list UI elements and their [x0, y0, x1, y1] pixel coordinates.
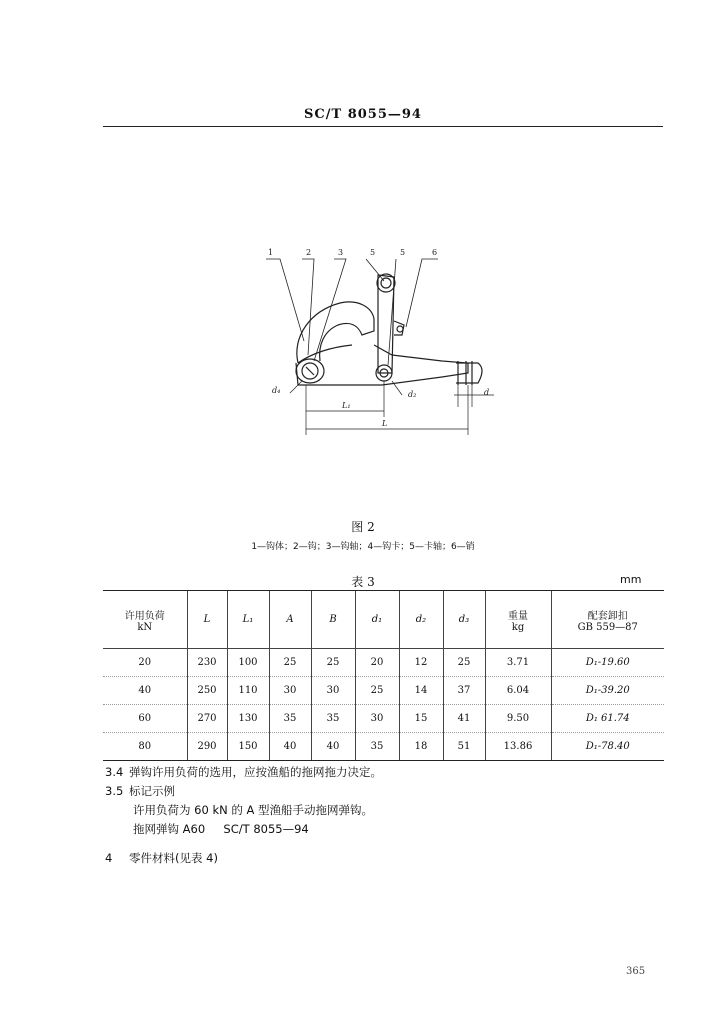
link-arm: [376, 274, 404, 381]
table-cell: 25: [355, 677, 399, 705]
table-cell: D₁ 61.74: [551, 705, 664, 733]
col-header-load: 许用负荷 kN: [103, 591, 187, 649]
col-header-weight: 重量 kg: [485, 591, 551, 649]
section-number: 3.5: [105, 784, 124, 798]
table-cell: 100: [227, 649, 269, 677]
col-header-d1: d₁: [355, 591, 399, 649]
table-cell: 110: [227, 677, 269, 705]
table-cell: 250: [187, 677, 227, 705]
dim-label-L: L: [382, 419, 388, 428]
table-cell: 30: [355, 705, 399, 733]
table-cell: 37: [443, 677, 485, 705]
figure-title: 图 2: [351, 520, 375, 534]
table-cell: 35: [311, 705, 355, 733]
section-text: 弹钩许用负荷的选用，应按渔船的拖网拖力决定。: [129, 765, 382, 779]
marking-example-line-2: 拖网弹钩 A60 SC/T 8055—94: [133, 822, 309, 836]
section-text: 零件材料(见表 4): [129, 851, 218, 865]
section-3-4: [105, 764, 382, 780]
col-header-L: L: [187, 591, 227, 649]
table-cell: D₁-39.20: [551, 677, 664, 705]
table-cell: 25: [311, 649, 355, 677]
table-cell: 30: [311, 677, 355, 705]
section-4: [105, 850, 218, 866]
callout-1: 1: [268, 248, 274, 257]
callout-3: 3: [338, 248, 344, 257]
col-header-A: A: [269, 591, 311, 649]
table-cell: 270: [187, 705, 227, 733]
table-cell: 41: [443, 705, 485, 733]
section-number: 4: [105, 851, 113, 865]
col-header-L1: L₁: [227, 591, 269, 649]
table-cell: 35: [355, 733, 399, 761]
dim-label-d: d: [484, 388, 490, 397]
col-header-d3: d₃: [443, 591, 485, 649]
dim-label-d2: d₂: [408, 390, 417, 399]
table-title: 表 3: [351, 575, 375, 589]
table-cell: 18: [399, 733, 443, 761]
table-cell: 12: [399, 649, 443, 677]
dimension-lines: [290, 381, 494, 435]
hook-drawing: [262, 245, 502, 445]
section-3-5: [105, 783, 175, 799]
table-unit: mm: [620, 573, 642, 586]
section-number: 3.4: [105, 765, 124, 779]
table-cell: 51: [443, 733, 485, 761]
table-cell: 40: [269, 733, 311, 761]
table-cell: 150: [227, 733, 269, 761]
section-text: 标记示例: [129, 784, 175, 798]
table-cell: 6.04: [485, 677, 551, 705]
table-row: [103, 677, 664, 705]
table-cell: 13.86: [485, 733, 551, 761]
spec-table: [103, 590, 664, 761]
table-cell: 40: [311, 733, 355, 761]
table-cell: 290: [187, 733, 227, 761]
table-cell: 230: [187, 649, 227, 677]
header-standard-code: SC/T 8055—94: [304, 107, 422, 122]
figure-legend: 1—钩体；2—钩；3—钩轴；4—钩卡；5—卡轴；6—销: [251, 542, 475, 552]
dim-label-L1: L₁: [342, 401, 351, 410]
col-header-B: B: [311, 591, 355, 649]
callout-5: 5: [400, 248, 406, 257]
table-cell: 80: [103, 733, 187, 761]
table-row: [103, 649, 664, 677]
table-cell: 25: [269, 649, 311, 677]
table-cell: 20: [355, 649, 399, 677]
leader-lines: [266, 259, 438, 365]
table-cell: 25: [443, 649, 485, 677]
header-rule: [103, 126, 663, 127]
callout-6: 6: [432, 248, 438, 257]
table-cell: 30: [269, 677, 311, 705]
table-cell: 60: [103, 705, 187, 733]
table-row: [103, 705, 664, 733]
marking-example-line-1: 许用负荷为 60 kN 的 A 型渔船手动拖网弹钩。: [133, 803, 374, 817]
callout-2: 2: [306, 248, 312, 257]
col-header-d2: d₂: [399, 591, 443, 649]
table-cell: 3.71: [485, 649, 551, 677]
page-number: 365: [626, 966, 646, 977]
dim-label-d4: d₄: [272, 386, 281, 395]
table-row: [103, 733, 664, 761]
callout-4: 5: [370, 248, 376, 257]
table-cell: 130: [227, 705, 269, 733]
table-header-row: [103, 591, 664, 649]
table-cell: D₁-78.40: [551, 733, 664, 761]
table-cell: D₁-19.60: [551, 649, 664, 677]
table-cell: 14: [399, 677, 443, 705]
table-cell: 40: [103, 677, 187, 705]
table-cell: 35: [269, 705, 311, 733]
table-cell: 9.50: [485, 705, 551, 733]
col-header-shackle: 配套卸扣 GB 559—87: [551, 591, 664, 649]
table-cell: 15: [399, 705, 443, 733]
table-cell: 20: [103, 649, 187, 677]
